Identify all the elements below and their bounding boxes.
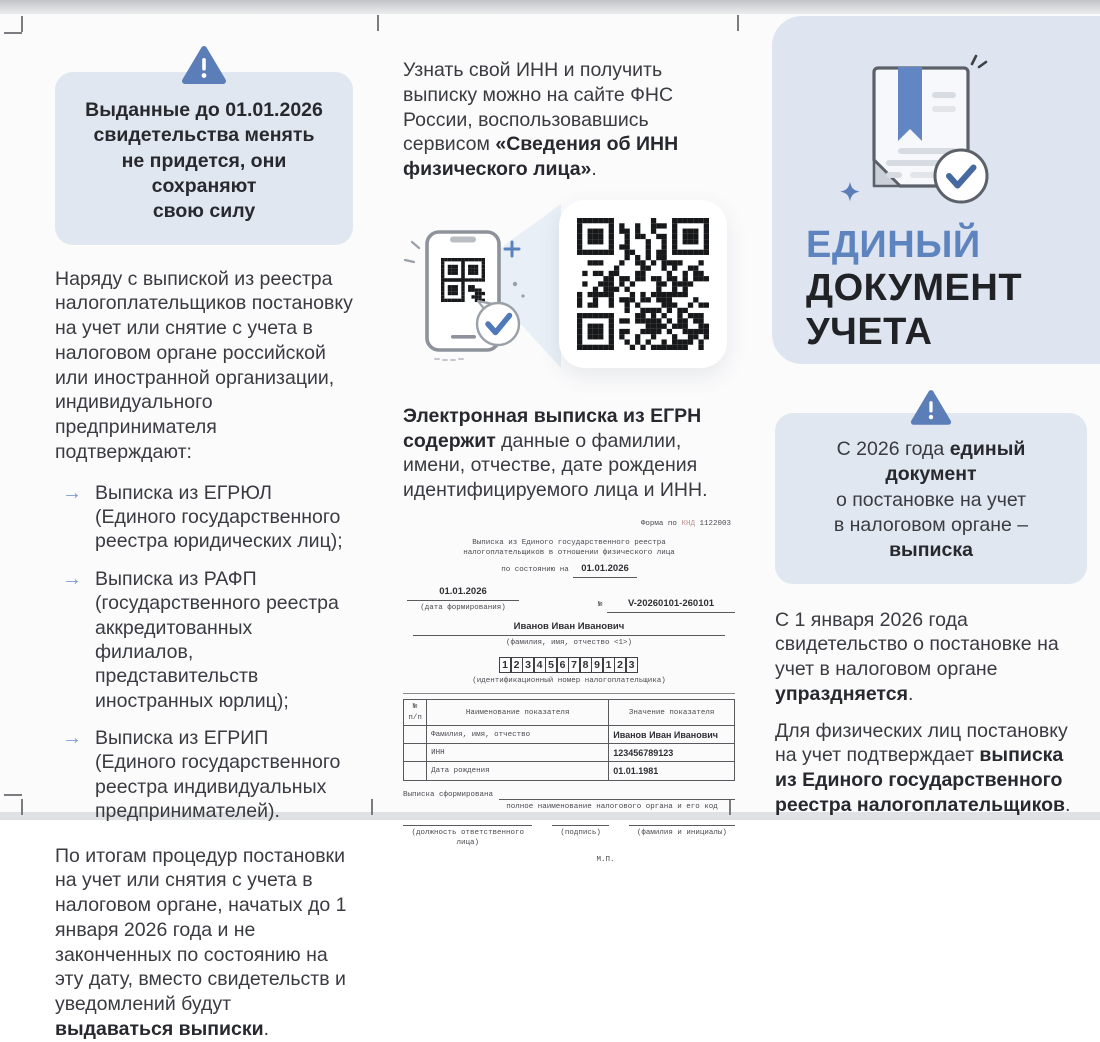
arrow-right-icon: → bbox=[62, 567, 82, 590]
notice-line: не придется, они сохраняют bbox=[121, 149, 287, 198]
formation-date-caption: (дата формирования) bbox=[420, 603, 506, 612]
inn-service-name: «Сведения об ИНН физического лица» bbox=[403, 133, 679, 180]
row-value-cell: 123456789123 bbox=[609, 744, 735, 762]
fold-mark bbox=[737, 15, 739, 31]
table-row bbox=[404, 726, 735, 744]
arrow-right-icon: → bbox=[62, 481, 82, 504]
form-table bbox=[403, 699, 735, 781]
para-text: Для физических лиц постановку на учет подтверждает bbox=[775, 719, 1068, 767]
page-top-edge bbox=[0, 0, 1100, 14]
sign-caption: (фамилия и инициалы) bbox=[629, 825, 735, 848]
form-divider bbox=[403, 693, 735, 694]
register-list bbox=[55, 481, 353, 824]
inn-digit: 1 bbox=[499, 657, 512, 673]
egrn-bold: Электронная выписка из ЕГРН содержит bbox=[403, 404, 702, 452]
list-item-text: Выписка из РАФП (государственного реестра аккредитованных филиалов, представительств иностранных юрлиц); bbox=[95, 567, 339, 712]
egrn-paragraph bbox=[403, 404, 735, 503]
formed-caption: полное наименование налогового органа и его код bbox=[506, 802, 718, 811]
form-code-prefix: Форма по bbox=[640, 519, 677, 528]
formation-date-value: 01.01.2026 bbox=[407, 586, 519, 601]
name-field bbox=[403, 621, 735, 648]
qr-code bbox=[577, 218, 709, 350]
signature-row bbox=[403, 825, 735, 848]
inn-service-paragraph bbox=[403, 58, 735, 182]
notice-line: в налоговом органе – bbox=[833, 514, 1029, 537]
para-text: С 1 января 2026 года свидетельство о постановке на учет в налоговом органе bbox=[775, 608, 1059, 681]
list-item bbox=[55, 567, 353, 713]
inn-digit: 4 bbox=[533, 657, 546, 673]
form-fields-row bbox=[403, 586, 735, 613]
qr-scan-illustration bbox=[403, 200, 735, 386]
table-row bbox=[404, 744, 735, 762]
arrow-right-icon: → bbox=[62, 727, 82, 750]
row-index-cell bbox=[404, 762, 427, 780]
form-code-knd: КНД bbox=[681, 519, 695, 528]
stamp-mark: М.П. bbox=[596, 856, 615, 865]
row-name-cell: Дата рождения bbox=[427, 762, 609, 780]
number-label: № bbox=[597, 601, 603, 610]
sign-caption: (должность ответственного лица) bbox=[403, 825, 532, 848]
inn-caption: (идентификационный номер налогоплательщика) bbox=[472, 676, 666, 685]
col-header: Значение показателя bbox=[609, 699, 735, 725]
notice-bold: единый документ bbox=[885, 438, 1026, 486]
inn-digit: 3 bbox=[625, 657, 638, 673]
inn-period: . bbox=[591, 158, 597, 180]
number-value: V-20260101-260101 bbox=[607, 598, 735, 613]
formation-date-field bbox=[403, 586, 523, 613]
crop-mark bbox=[21, 16, 23, 32]
as-of-label: по состоянию на bbox=[501, 566, 569, 575]
row-value-cell: Иванов Иван Иванович bbox=[609, 726, 735, 744]
warning-triangle-icon bbox=[181, 44, 227, 85]
list-item bbox=[55, 726, 353, 824]
para-period: . bbox=[1064, 793, 1071, 816]
inn-digit: 9 bbox=[591, 657, 604, 673]
title-word-blue: ЕДИНЫЙ bbox=[806, 224, 981, 266]
form-as-of bbox=[403, 563, 735, 578]
inn-text: Узнать свой ИНН и получить выписку можно на сайте ФНС России, воспользовавшись сервисом bbox=[403, 59, 674, 156]
egrn-text: данные о фамилии, имени, отчестве, дате рождения идентифицируемого лица и ИНН. bbox=[403, 429, 708, 501]
notice-text: С 2026 года bbox=[836, 438, 950, 460]
qr-code-card bbox=[559, 200, 727, 368]
notice-line: свою силу bbox=[152, 200, 256, 223]
title-word: ДОКУМЕНТ bbox=[806, 267, 1023, 310]
as-of-date: 01.01.2026 bbox=[573, 563, 637, 578]
fold-mark bbox=[377, 15, 379, 31]
middle-panel bbox=[403, 58, 735, 865]
para-bold: выписка из Единого государственного реестра налогоплательщиков bbox=[775, 744, 1065, 816]
sign-caption: (подпись) bbox=[552, 825, 608, 848]
name-caption: (фамилия, имя, отчество <1>) bbox=[505, 638, 633, 647]
inn-digit: 2 bbox=[510, 657, 523, 673]
para-period: . bbox=[907, 682, 914, 705]
notice-line: о постановке на учет bbox=[835, 488, 1027, 511]
row-index-cell bbox=[404, 726, 427, 744]
warning-triangle-icon bbox=[910, 388, 952, 426]
col-header: Наименование показателя bbox=[427, 699, 609, 725]
left-panel bbox=[55, 44, 353, 1042]
document-icon bbox=[834, 50, 1012, 214]
row-name-cell: ИНН bbox=[427, 744, 609, 762]
form-title bbox=[403, 538, 735, 558]
notice-line bbox=[789, 437, 1073, 488]
list-item bbox=[55, 481, 353, 554]
inn-digit: 1 bbox=[602, 657, 615, 673]
list-item-text: Выписка из ЕГРИП (Единого государственного реестра индивидуальных предпринимателей). bbox=[95, 727, 341, 823]
row-value-cell: 01.01.1981 bbox=[609, 762, 735, 780]
right-panel bbox=[775, 388, 1087, 818]
outro-period: . bbox=[263, 1017, 270, 1040]
abolished-paragraph bbox=[775, 608, 1087, 707]
notice-line: Выданные до 01.01.2026 bbox=[85, 99, 323, 121]
notice-bold-line: выписка bbox=[889, 539, 973, 562]
sample-extract-form bbox=[403, 519, 735, 865]
number-field bbox=[598, 598, 735, 613]
notice-line: свидетельства менять bbox=[93, 124, 315, 147]
form-title-line2: налогоплательщиков в отношении физического лица bbox=[463, 549, 675, 557]
cover-panel bbox=[772, 16, 1100, 364]
formed-by-field bbox=[403, 790, 735, 800]
col-header: № п/п bbox=[404, 699, 427, 725]
formed-line bbox=[499, 791, 735, 800]
row-index-cell bbox=[404, 744, 427, 762]
name-value: Иванов Иван Иванович bbox=[413, 621, 725, 636]
outro-paragraph bbox=[55, 844, 353, 1042]
warning-icon-wrap bbox=[775, 388, 1087, 426]
fold-mark bbox=[371, 799, 373, 815]
inn-digit: 5 bbox=[545, 657, 558, 673]
notice-box-certificates bbox=[55, 72, 353, 245]
table-row bbox=[404, 762, 735, 780]
inn-digit: 6 bbox=[556, 657, 569, 673]
warning-icon-wrap bbox=[55, 44, 353, 85]
smartphone-icon bbox=[399, 218, 533, 368]
formed-label: Выписка сформирована bbox=[403, 790, 494, 799]
crop-mark bbox=[4, 32, 22, 34]
para-bold: упраздняется bbox=[775, 682, 908, 705]
inn-digit: 3 bbox=[522, 657, 535, 673]
notice-box-unified-document bbox=[775, 413, 1087, 584]
brochure-title bbox=[806, 224, 1022, 354]
confirmation-paragraph bbox=[775, 719, 1087, 818]
form-code bbox=[403, 519, 735, 529]
inn-digit-boxes bbox=[403, 657, 735, 673]
outro-bold: выдаваться выписки bbox=[55, 1017, 264, 1040]
title-word: УЧЕТА bbox=[806, 310, 933, 353]
form-title-line1: Выписка из Единого государственного реестра bbox=[472, 538, 666, 547]
intro-paragraph: Наряду с выпиской из реестра налогоплательщиков постановку на учет или снятие с учета в налоговом органе российской или иностранной организации, индивидуального предпринимателя подтверждают: bbox=[55, 267, 353, 463]
outro-text: По итогам процедур постановки на учет или снятия с учета в налоговом органе, начатых до 1 января 2026 года и не законченных по состоянию на эту дату, вместо свидетельств и уведомлений будут bbox=[55, 844, 347, 1016]
inn-digit: 8 bbox=[579, 657, 592, 673]
row-name-cell: Фамилия, имя, отчество bbox=[427, 726, 609, 744]
list-item-text: Выписка из ЕГРЮЛ (Единого государственного реестра юридических лиц); bbox=[95, 481, 343, 553]
crop-mark bbox=[4, 794, 22, 796]
form-code-number: 1122003 bbox=[699, 519, 731, 528]
crop-mark bbox=[21, 799, 23, 815]
inn-digit: 7 bbox=[568, 657, 581, 673]
inn-digit: 2 bbox=[614, 657, 627, 673]
table-header-row bbox=[404, 699, 735, 725]
